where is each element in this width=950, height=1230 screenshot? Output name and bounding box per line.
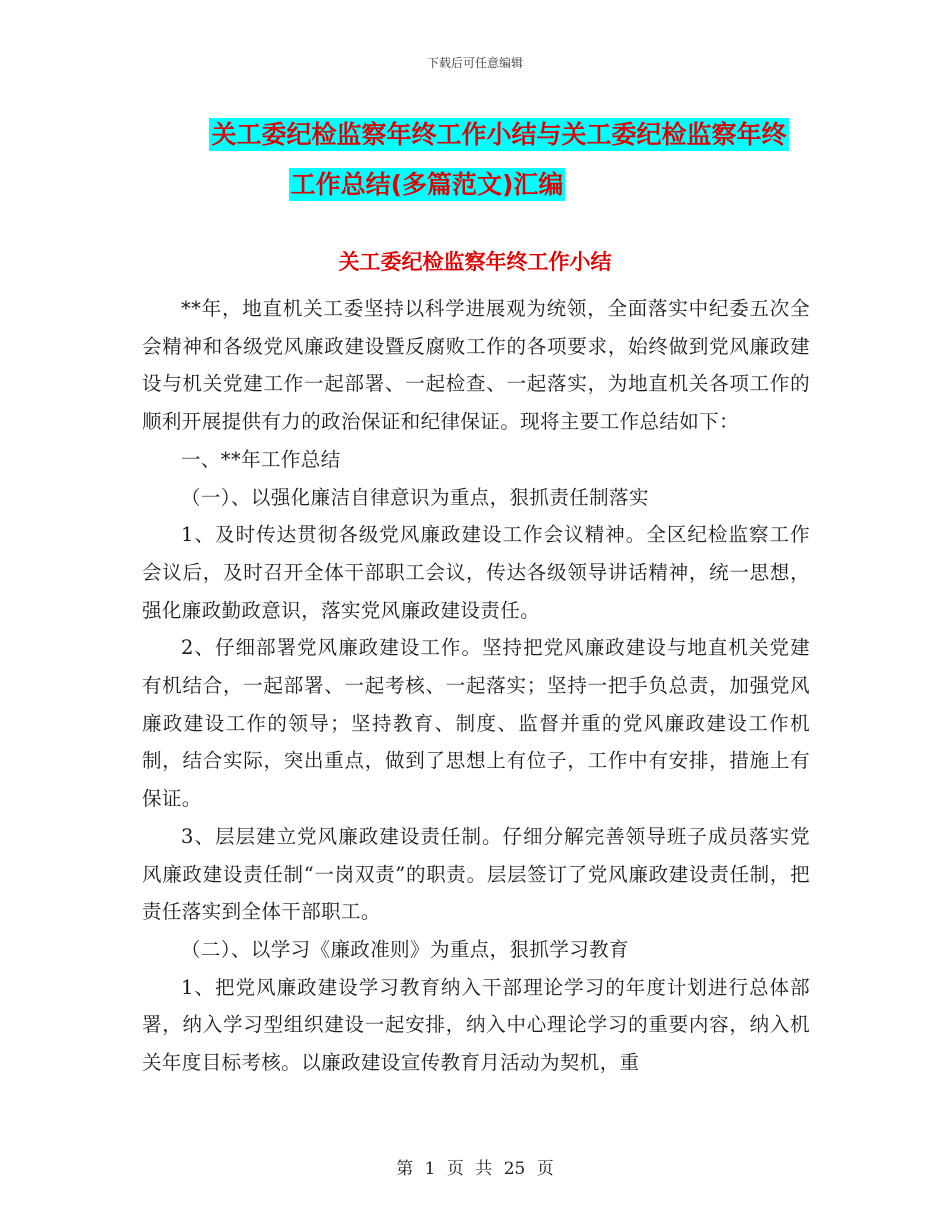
- paragraph: 一、**年工作总结: [181, 447, 341, 471]
- document-title: [0, 110, 950, 210]
- paragraph: （一）、以强化廉洁自律意识为重点，狠抓责任制落实: [181, 485, 649, 509]
- page-footer: 第 1 页 共 25 页: [396, 1159, 554, 1179]
- title-line-2-text: 工作总结(多篇范文)汇编: [290, 170, 564, 199]
- body-text: [142, 290, 810, 1082]
- title-line-1-text: 关工委纪检监察年终工作小结与关工委纪检监察年终: [211, 120, 787, 149]
- section-title: 关工委纪检监察年终工作小结: [338, 250, 612, 274]
- paragraph: 2、仔细部署党风廉政建设工作。坚持把党风廉政建设与地直机关党建有机结合，一起部署、一起考核、一起落实；坚持一把手负总责，加强党风廉政建设工作的领导；坚持教育、制度、监督并重的党风廉政建设工作机制，结合实际，突出重点，做到了思想上有位子，工作中有安排，措施上有保证。: [142, 636, 810, 811]
- paragraph: 1、及时传达贯彻各级党风廉政建设工作会议精神。全区纪检监察工作会议后，及时召开全体干部职工会议，传达各级领导讲话精神，统一思想，强化廉政勤政意识，落实党风廉政建设责任。: [142, 523, 810, 622]
- header-note: 下载后可任意编辑: [426, 56, 523, 70]
- title-line-1: [0, 110, 950, 160]
- paragraph: **年，地直机关工委坚持以科学进展观为统领，全面落实中纪委五次全会精神和各级党风廉政建设暨反腐败工作的各项要求，始终做到党风廉政建设与机关党建工作一起部署、一起检查、一起落实，为地直机关各项工作的顺利开展提供有力的政治保证和纪律保证。现将主要工作总结如下：: [142, 297, 810, 434]
- paragraph: （二）、以学习《廉政准则》为重点，狠抓学习教育: [181, 937, 629, 961]
- paragraph: 1、把党风廉政建设学习教育纳入干部理论学习的年度计划进行总体部署，纳入学习型组织建设一起安排，纳入中心理论学习的重要内容，纳入机关年度目标考核。以廉政建设宣传教育月活动为契机，重: [142, 975, 810, 1075]
- paragraph: 3、层层建立党风廉政建设责任制。仔细分解完善领导班子成员落实党风廉政建设责任制“一岗双责”的职责。层层签订了党风廉政建设责任制，把责任落实到全体干部职工。: [142, 824, 810, 924]
- title-line-2: [0, 160, 950, 210]
